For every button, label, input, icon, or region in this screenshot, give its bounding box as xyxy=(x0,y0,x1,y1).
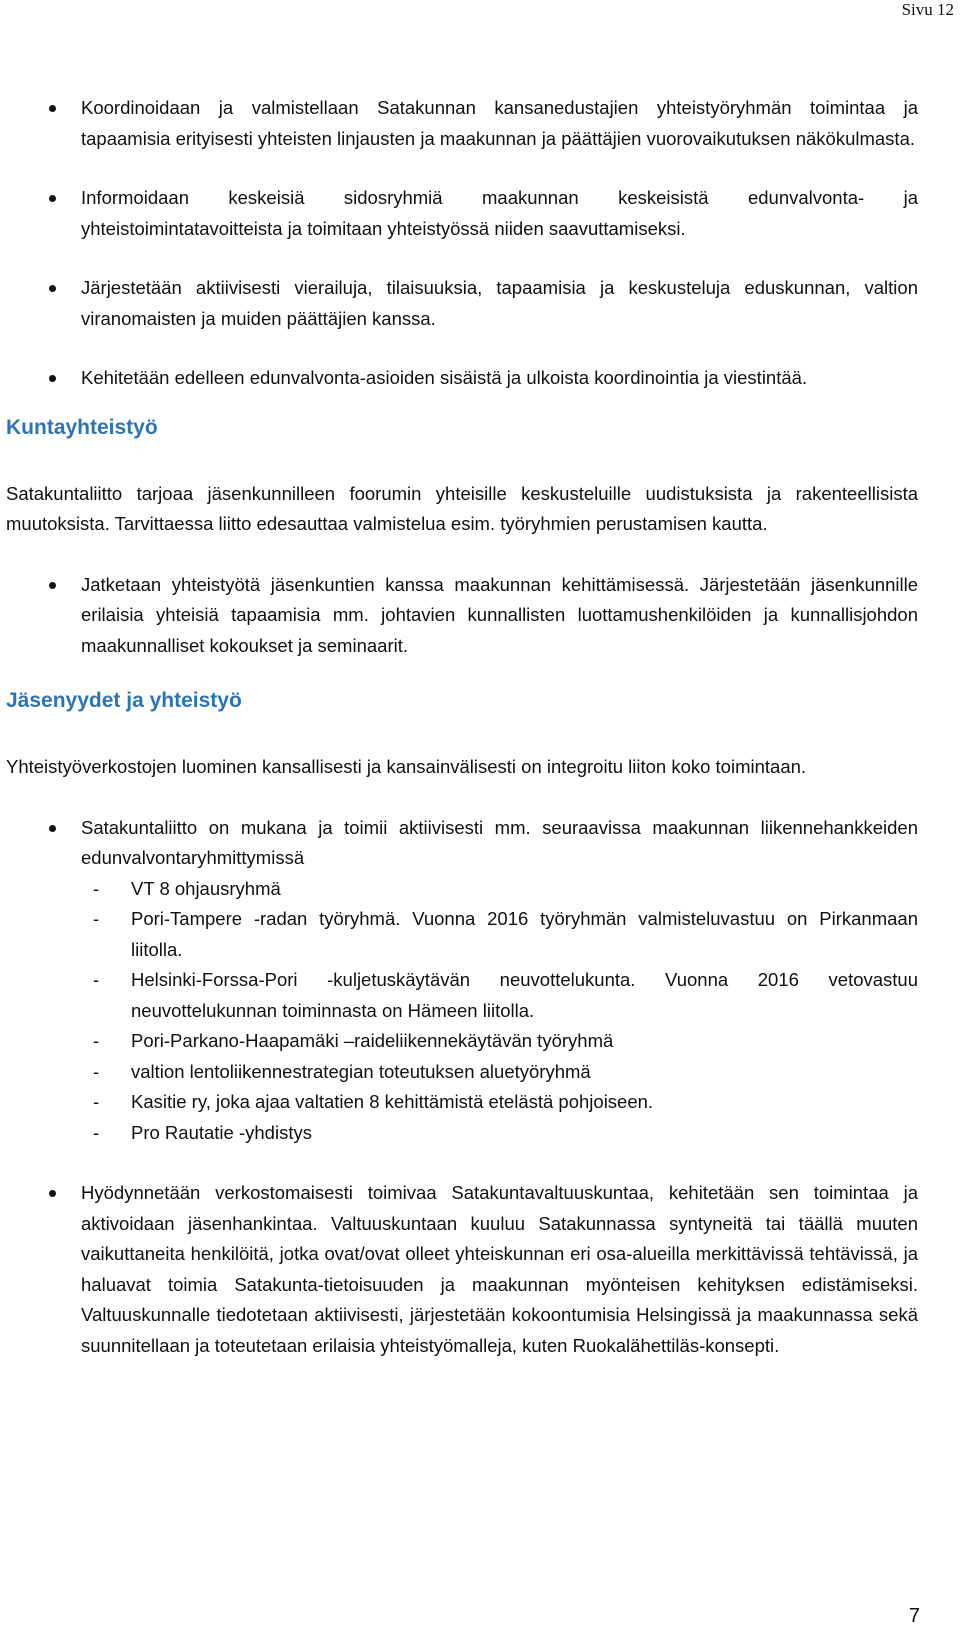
bullet-item xyxy=(81,183,918,244)
sub-list-item xyxy=(81,874,918,905)
bullet-item xyxy=(81,1178,918,1361)
dash-marker: - xyxy=(93,1091,100,1112)
bullet-dot-icon xyxy=(49,195,56,202)
bullet-item xyxy=(81,93,918,154)
bullet-text: Kehitetään edelleen edunvalvonta-asioiden sisäistä ja ulkoista koordinointia ja viestintää. xyxy=(81,367,808,388)
sub-list-item xyxy=(81,1118,918,1149)
bullet-text: Järjestetään aktiivisesti vierailuja, tilaisuuksia, tapaamisia ja keskusteluja eduskunnan, valtion viranomaisten ja muiden päättäjien kanssa. xyxy=(81,277,918,329)
bullet-dot-icon xyxy=(49,582,56,589)
sub-list-item xyxy=(81,1087,918,1118)
sub-item-text: valtion lentoliikennestrategian toteutuksen aluetyöryhmä xyxy=(131,1060,591,1082)
dash-marker: - xyxy=(93,877,100,899)
sub-list-item xyxy=(81,904,918,965)
paragraph-kuntayhteistyo: Satakuntaliitto tarjoaa jäsenkunnilleen foorumin yhteisille keskusteluille uudistuksista ja rakenteellisista muutoksista. Tarvittaessa liitto edesauttaa valmistelua esim. työryhmien perustamisen kautta. xyxy=(6,482,918,534)
sub-item-text: Helsinki-Forssa-Pori -kuljetuskäytävän neuvottelukunta. Vuonna 2016 vetovastuu neuvottelukunnan toiminnasta on Hämeen liitolla. xyxy=(131,969,918,1021)
dash-marker: - xyxy=(93,1121,100,1143)
bullet-dot-icon xyxy=(49,105,56,112)
dash-marker: - xyxy=(93,969,100,990)
bullet-dot-icon xyxy=(49,825,56,832)
section-heading-jasenyydet: Jäsenyydet ja yhteistyö xyxy=(6,689,242,712)
bullet-text: Satakuntaliitto on mukana ja toimii aktiivisesti mm. seuraavissa maakunnan liikennehankkeiden edunvalvontaryhmittymissä xyxy=(81,816,918,868)
bullet-text: Koordinoidaan ja valmistellaan Satakunnan kansanedustajien yhteistyöryhmän toimintaa ja tapaamisia erityisesti yhteisten linjausten ja maakunnan ja päättäjien vuorovaikutuksen näkökulmasta. xyxy=(81,97,918,149)
sub-list-item xyxy=(81,1057,918,1088)
bullet-dot-icon xyxy=(49,1190,56,1197)
sub-list xyxy=(81,874,918,1149)
sub-item-text: Pori-Tampere -radan työryhmä. Vuonna 2016 työryhmän valmisteluvastuu on Pirkanmaan liitolla. xyxy=(131,908,918,960)
paragraph-jasenyydet: Yhteistyöverkostojen luominen kansallisesti ja kansainvälisesti on integroitu liiton koko toimintaan. xyxy=(6,756,807,777)
sub-item-text: Pori-Parkano-Haapamäki –raideliikennekäytävän työryhmä xyxy=(131,1030,614,1051)
page-header-label: Sivu 12 xyxy=(901,0,954,19)
sub-list-item xyxy=(81,1026,918,1057)
bullet-item xyxy=(81,570,918,662)
dash-marker: - xyxy=(93,1030,100,1051)
bullet-item xyxy=(81,363,918,394)
bullet-text: Jatketaan yhteistyötä jäsenkuntien kanssa maakunnan kehittämisessä. Järjestetään jäsenkunnille erilaisia yhteisiä tapaamisia mm. johtavien kunnallisten luottamushenkilöiden ja kunnallisjohdon maakunnalliset kokoukset ja seminaarit. xyxy=(81,573,918,656)
bullet-item xyxy=(81,273,918,334)
sub-item-text: Kasitie ry, joka ajaa valtatien 8 kehittämistä etelästä pohjoiseen. xyxy=(131,1091,654,1112)
bullet-item xyxy=(81,813,918,1149)
bullet-text: Hyödynnetään verkostomaisesti toimivaa Satakuntavaltuuskuntaa, kehitetään sen toimintaa ja aktivoidaan jäsenhankintaa. Valtuuskuntaan kuuluu Satakunnassa syntyneitä tai täällä muuten vaikuttaneita henkilöitä, jotka ovat/ovat olleet yhteiskunnan eri osa-alueilla merkittävissä tehtävissä, ja haluavat toimia Satakunta-tietoisuuden ja maakunnan myönteisen kehityksen edistämiseksi. Valtuuskunnalle tiedotetaan aktiivisesti, järjestetään kokoontumisia Helsingissä ja maakunnassa sekä suunnitellaan ja toteutetaan erilaisia yhteistyömalleja, kuten Ruokalähettiläs-konsepti. xyxy=(81,1182,918,1356)
page-number: 7 xyxy=(908,1605,920,1627)
sub-item-text: VT 8 ohjausryhmä xyxy=(131,877,281,899)
sub-list-item xyxy=(81,965,918,1026)
sub-item-text: Pro Rautatie -yhdistys xyxy=(131,1121,312,1143)
dash-marker: - xyxy=(93,1060,100,1082)
bullet-dot-icon xyxy=(49,285,56,292)
bullet-dot-icon xyxy=(49,375,56,382)
section-heading-kuntayhteistyo: Kuntayhteistyö xyxy=(6,415,158,439)
document-body xyxy=(6,93,918,1361)
dash-marker: - xyxy=(93,908,100,929)
bullet-text: Informoidaan keskeisiä sidosryhmiä maakunnan keskeisistä edunvalvonta- ja yhteistoimintatavoitteista ja toimitaan yhteistyössä niiden saavuttamiseksi. xyxy=(81,187,918,239)
